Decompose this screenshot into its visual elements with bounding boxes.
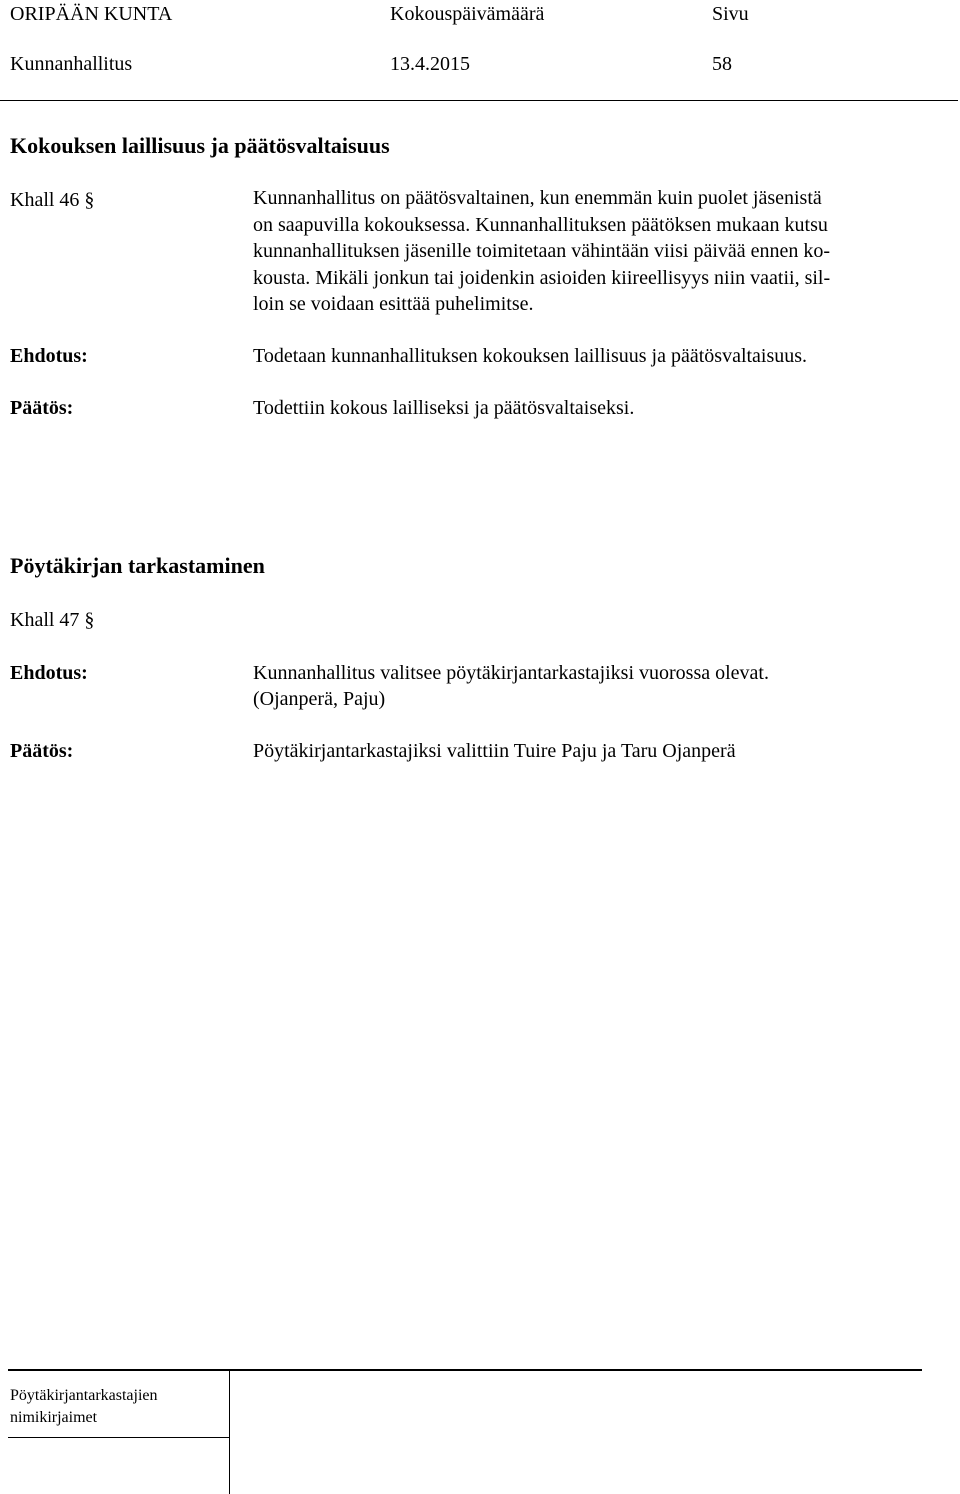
footer-label-line1: Pöytäkirjantarkastajien bbox=[10, 1387, 158, 1404]
body-line: Kunnanhallitus on päätösvaltainen, kun enemmän kuin puolet jäsenistä bbox=[253, 187, 822, 209]
proposal-line: Kunnanhallitus valitsee pöytäkirjantarkastajiksi vuorossa olevat. bbox=[253, 662, 769, 684]
proposal-label: Ehdotus: bbox=[10, 345, 88, 367]
footer-vertical-rule bbox=[229, 1370, 230, 1494]
page-number: 58 bbox=[712, 53, 732, 75]
meeting-date-label: Kokouspäivämäärä bbox=[390, 3, 545, 25]
footer-label-line2: nimikirjaimet bbox=[10, 1409, 98, 1426]
meeting-date: 13.4.2015 bbox=[390, 53, 470, 75]
proposal-label: Ehdotus: bbox=[10, 662, 88, 684]
decision-label: Päätös: bbox=[10, 740, 74, 762]
page-label: Sivu bbox=[712, 3, 749, 25]
header-divider bbox=[0, 100, 958, 101]
body-line: kousta. Mikäli jonkun tai joidenkin asioiden kiireellisyys niin vaatii, sil- bbox=[253, 266, 831, 289]
decision-text: Pöytäkirjantarkastajiksi valittiin Tuire Paju ja Taru Ojanperä bbox=[253, 740, 736, 762]
decision-text: Todettiin kokous lailliseksi ja päätösvaltaiseksi. bbox=[253, 397, 635, 419]
section-body-text bbox=[253, 185, 913, 318]
municipality-name: ORIPÄÄN KUNTA bbox=[10, 3, 173, 25]
footer-top-rule bbox=[8, 1369, 922, 1371]
khall-paragraph-number: Khall 46 § bbox=[10, 189, 95, 211]
proposal-text: Todetaan kunnanhallituksen kokouksen laillisuus ja päätösvaltaisuus. bbox=[253, 345, 808, 367]
khall-paragraph-number: Khall 47 § bbox=[10, 609, 95, 631]
governing-body: Kunnanhallitus bbox=[10, 53, 133, 75]
body-line: loin se voidaan esittää puhelimitse. bbox=[253, 293, 534, 315]
proposal-line: (Ojanperä, Paju) bbox=[253, 688, 386, 710]
section-title: Pöytäkirjan tarkastaminen bbox=[10, 553, 265, 578]
section-title: Kokouksen laillisuus ja päätösvaltaisuus bbox=[10, 133, 390, 158]
body-line: kunnanhallituksen jäsenille toimitetaan vähintään viisi päivää ennen ko- bbox=[253, 240, 831, 262]
body-line: on saapuvilla kokouksessa. Kunnanhallituksen päätöksen mukaan kutsu bbox=[253, 213, 828, 236]
decision-label: Päätös: bbox=[10, 397, 74, 419]
footer-label-underline bbox=[8, 1437, 229, 1438]
